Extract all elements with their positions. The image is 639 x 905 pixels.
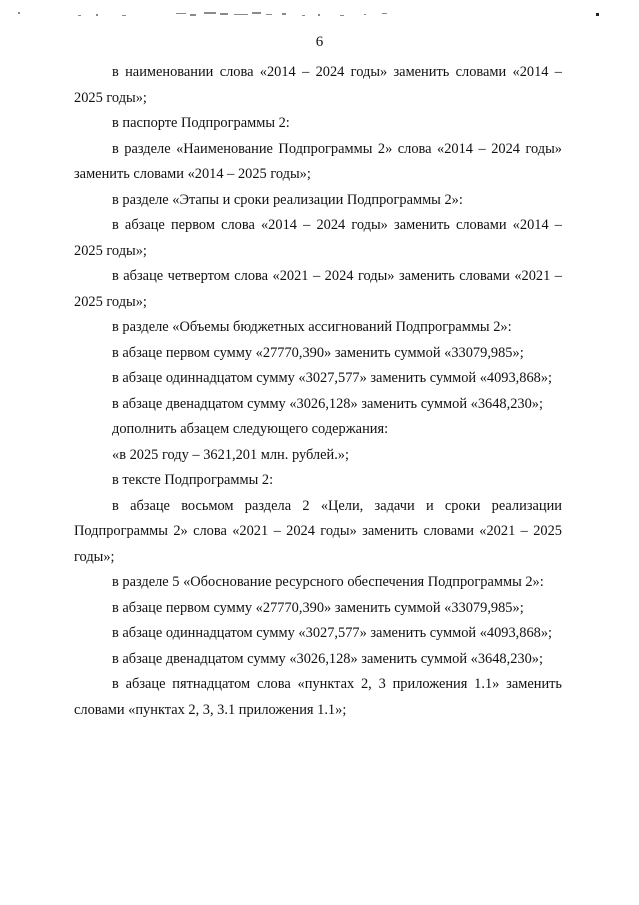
paragraph: в абзаце одиннадцатом сумму «3027,577» заменить суммой «4093,868»; [112,370,553,386]
paragraph: в абзаце двенадцатом сумму «3026,128» заменить суммой «3648,230»; [112,395,543,412]
scan-artifact-marks [0,0,639,30]
paragraph: в разделе 5 «Обоснование ресурсного обеспечения Подпрограммы 2»: [112,574,544,590]
paragraph: в абзаце двенадцатом сумму «3026,128» заменить суммой «3648,230»; [112,650,543,667]
paragraph: дополнить абзацем следующего содержания: [112,421,389,437]
paragraph: в абзаце одиннадцатом сумму «3027,577» заменить суммой «4093,868»; [112,625,553,641]
paragraph: в разделе «Этапы и сроки реализации Подпрограммы 2»: [112,191,463,208]
paragraph: в абзаце пятнадцатом слова «пунктах 2, 3 приложения 1.1» заменить словами «пунктах 2, 3, 3.1 приложения 1.1»; [74,676,562,718]
paragraph: в разделе «Объемы бюджетных ассигнований Подпрограммы 2»: [112,319,512,335]
paragraph: в паспорте Подпрограммы 2: [112,115,290,131]
paragraph: в тексте Подпрограммы 2: [112,472,274,488]
paragraph: в абзаце первом сумму «27770,390» заменить суммой «33079,985»; [112,599,524,616]
document-body [74,60,562,723]
paragraph: в абзаце первом слова «2014 – 2024 годы» заменить словами «2014 – 2025 годы»; [74,217,562,259]
paragraph: «в 2025 году – 3621,201 млн. рублей.»; [112,446,349,463]
paragraph: в разделе «Наименование Подпрограммы 2» слова «2014 – 2024 годы» заменить словами «2014 – 2025 годы»; [74,140,562,182]
page-number: 6 [315,34,324,50]
paragraph: в абзаце первом сумму «27770,390» заменить суммой «33079,985»; [112,344,524,361]
paragraph: в абзаце четвертом слова «2021 – 2024 годы» заменить словами «2021 – 2025 годы»; [74,268,562,310]
paragraph: в абзаце восьмом раздела 2 «Цели, задачи и сроки реализации Подпрограммы 2» слова «2021 – 2024 годы» заменить словами «2021 – 2025 годы»; [74,497,562,565]
paragraph: в наименовании слова «2014 – 2024 годы» заменить словами «2014 – 2025 годы»; [74,64,562,106]
